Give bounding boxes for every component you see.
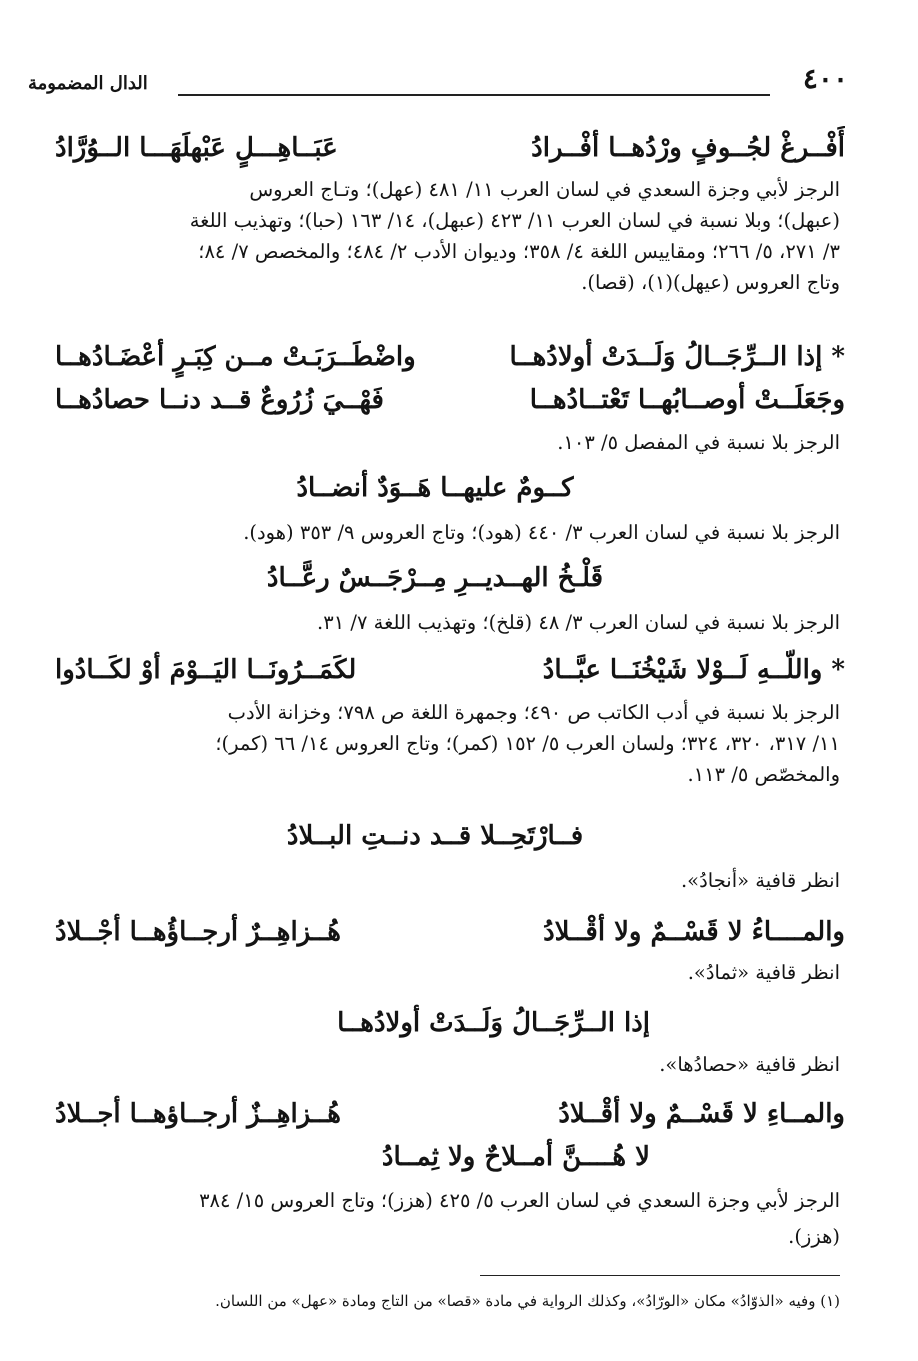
verse-line: فــارْتَحِــلا قــد دنــتِ البــلادُ [286, 821, 584, 851]
verse-hemistich-first: أَفْــرغْ لجُــوفٍ ورْدُهــا أفْــرادُ [531, 133, 845, 163]
verse-hemistich-second: واضْطَــرَبَـتْ مــن كِبَـرٍ أعْضَـادُهــا [55, 342, 416, 372]
footnote: (١) وفيه «الذوّادُ» مكان «الورّادُ»، وكذلك الرواية في مادة «قصا» من التاج ومادة «عهل» من اللسان. [215, 1292, 840, 1310]
running-title: الدال المضمومة [28, 73, 148, 94]
prose-line: انظر قافية «أنجادُ». [680, 869, 840, 892]
prose-line: ٣/ ٢٧١، ٥/ ٢٦٦؛ ومقاييس اللغة ٤/ ٣٥٨؛ وديوان الأدب ٢/ ٤٨٤؛ والمخصص ٧/ ٨٤؛ [198, 240, 840, 263]
prose-line: الرجز بلا نسبة في لسان العرب ٣/ ٤٨ (قلخ)؛ وتهذيب اللغة ٧/ ٣١. [317, 611, 840, 634]
verse-line: كــومٌ عليهــا هَــوَدٌ أنضــادُ [296, 473, 574, 503]
verse-line: قَلْـخُ الهــديــرِ مِــرْجَــسٌ رعَّــادُ [266, 563, 604, 593]
prose-line: انظر قافية «حصادُها». [659, 1053, 840, 1076]
prose-line: ١١/ ٣١٧، ٣٢٠، ٣٢٤؛ ولسان العرب ٥/ ١٥٢ (كمر)؛ وتاج العروس ١٤/ ٦٦ (كمر)؛ [215, 732, 840, 755]
verse-hemistich-first: لا هُــــنَّ أمــلاحٌ ولا ثِمــادُ [381, 1142, 650, 1172]
prose-line: والمخصّص ٥/ ١١٣. [687, 763, 840, 786]
prose-line: الرجز بلا نسبة في لسان العرب ٣/ ٤٤٠ (هود)؛ وتاج العروس ٩/ ٣٥٣ (هود). [243, 521, 840, 544]
page-number: ٤٠٠ [802, 62, 848, 95]
verse-line [55, 1135, 845, 1179]
footnote-rule [480, 1275, 840, 1276]
verse-line [55, 378, 845, 422]
page-header [28, 62, 848, 102]
prose-line: (هزز). [788, 1225, 840, 1248]
header-rule [178, 94, 770, 96]
verse-hemistich-second: هُــزاهِــرٌ أرجــاؤُهــا أجْــلادُ [55, 917, 341, 947]
verse-line [55, 648, 845, 692]
verse-hemistich-first: والمــاءِ لا قَسْــمٌ ولا أقْــلادُ [558, 1099, 845, 1129]
verse-hemistich-second: هُــزاهِــزٌ أرجــاؤهــا أجــلادُ [55, 1099, 341, 1129]
verse-hemistich-second: لكَمَــرُونَــا اليَــوْمَ أوْ لكَــادُوا [55, 655, 357, 685]
verse-line [55, 910, 845, 954]
prose-line: الرجز لأبي وجزة السعدي في لسان العرب ١١/ ٤٨١ (عهل)؛ وتـاج العروس [249, 178, 840, 201]
verse-line [55, 1001, 845, 1045]
verse-hemistich-first: والمــــاءُ لا قَسْــمٌ ولا أقْــلادُ [543, 917, 845, 947]
prose-line: الرجز لأبي وجزة السعدي في لسان العرب ٥/ ٤٢٥ (هزز)؛ وتاج العروس ١٥/ ٣٨٤ [199, 1189, 840, 1212]
verse-hemistich-first: * إذا الــرِّجَــالُ وَلَــدَتْ أولادُهــا [509, 342, 845, 372]
verse-hemistich-second: عَبَــاهِـــلٍ عَبْهلَهَـــا الــوُرَّادُ [55, 133, 338, 163]
verse-hemistich-first: وجَعَلَــتْ أوصــابُهــا تَعْتــادُهــا [529, 385, 845, 415]
prose-line: الرجز بلا نسبة في المفصل ٥/ ١٠٣. [557, 431, 840, 454]
verse-line [55, 126, 845, 170]
verse-line [55, 335, 845, 379]
prose-line: وتاج العروس (عيهل)(١)، (قصا). [581, 271, 840, 294]
verse-hemistich-first: إذا الــرِّجَــالُ وَلَــدَتْ أولادُهــا [337, 1008, 650, 1038]
verse-line [55, 1092, 845, 1136]
verse-hemistich-first: * واللّــهِ لَــوْلا شَيْخُنَــا عبَّــادُ [542, 655, 845, 685]
verse-hemistich-second: فَهْــيَ زُرُوعٌ قــد دنــا حصادُهــا [55, 385, 384, 415]
prose-line: انظر قافية «ثمادُ». [687, 961, 840, 984]
prose-line: (عبهل)؛ وبلا نسبة في لسان العرب ١١/ ٤٢٣ (عبهل)، ١٤/ ١٦٣ (حبا)؛ وتهذيب اللغة [189, 209, 840, 232]
prose-line: الرجز بلا نسبة في أدب الكاتب ص ٤٩٠؛ وجمهرة اللغة ص ٧٩٨؛ وخزانة الأدب [227, 701, 840, 724]
